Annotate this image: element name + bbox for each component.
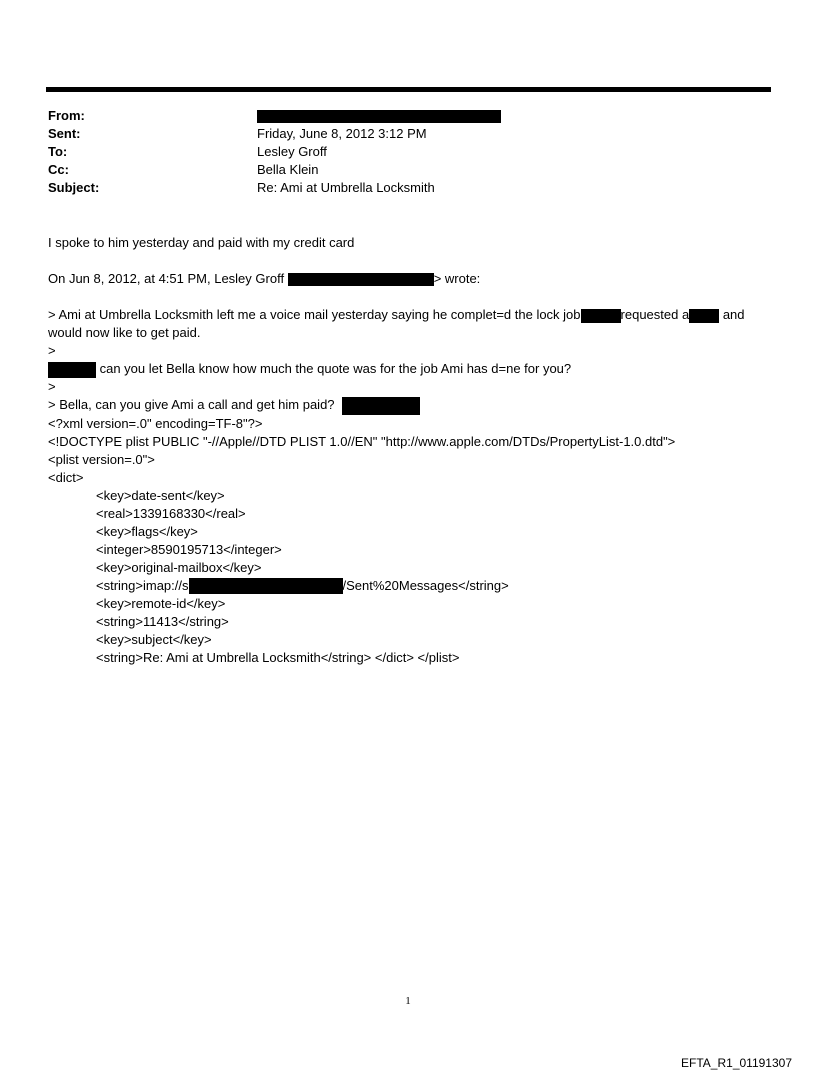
email-body <box>48 234 778 667</box>
redaction-box <box>342 397 420 415</box>
quote-line: > <box>48 379 56 394</box>
sent-row <box>48 125 748 143</box>
quote-line <box>48 396 778 415</box>
xml-line: <string>11413</string> <box>96 613 229 629</box>
xml-line: <key>date-sent</key> <box>96 487 225 503</box>
quote-line: > <box>48 343 56 358</box>
subject-label: Subject: <box>48 180 100 195</box>
email-header <box>48 107 748 197</box>
reply-text: I spoke to him yesterday and paid with my credit card <box>48 235 355 250</box>
xml-line: <dict> <box>48 469 84 485</box>
cc-label: Cc: <box>48 162 69 177</box>
from-value <box>257 107 501 125</box>
quote-text: requested a <box>620 307 690 322</box>
xml-line <box>48 577 778 595</box>
from-row <box>48 107 748 125</box>
quote-text: > Bella, can you give Ami a call and get him paid? <box>48 397 342 412</box>
subject-value: Re: Ami at Umbrella Locksmith <box>257 180 435 195</box>
xml-line: <integer>8590195713</integer> <box>96 541 282 557</box>
quote-line <box>48 360 778 378</box>
subject-row <box>48 179 748 197</box>
quote-intro-wrote: > wrote: <box>433 271 481 286</box>
redaction-box <box>288 273 434 286</box>
quote-text: and <box>719 307 745 322</box>
xml-line: <real>1339168330</real> <box>96 505 246 521</box>
quote-intro <box>48 270 778 288</box>
to-row <box>48 143 748 161</box>
quote-text: can you let Bella know how much the quote was for the job Ami has d=ne for you? <box>96 361 572 376</box>
top-rule <box>46 87 771 92</box>
redaction-box <box>189 578 343 594</box>
bates-number: EFTA_R1_01191307 <box>681 1056 792 1070</box>
xml-line: <string>Re: Ami at Umbrella Locksmith</string> </dict> </plist> <box>96 649 460 665</box>
xml-line: <key>subject</key> <box>96 631 212 647</box>
cc-row <box>48 161 748 179</box>
to-label: To: <box>48 144 68 159</box>
to-value: Lesley Groff <box>257 144 327 159</box>
quote-intro-text: On Jun 8, 2012, at 4:51 PM, Lesley Groff <box>48 271 288 286</box>
from-label: From: <box>48 108 85 123</box>
cc-value: Bella Klein <box>257 162 319 177</box>
xml-text: /Sent%20Messages</string> <box>342 577 509 593</box>
page-number: 1 <box>405 995 411 1007</box>
xml-line: <?xml version=.0" encoding=TF-8"?> <box>48 415 263 431</box>
xml-text: <string>imap://s <box>96 577 189 593</box>
xml-line: <!DOCTYPE plist PUBLIC "-//Apple//DTD PLIST 1.0//EN" "http://www.apple.com/DTDs/PropertyList-1.0.dtd"> <box>48 433 676 449</box>
xml-line: <plist version=.0"> <box>48 451 155 467</box>
quote-line <box>48 306 778 324</box>
quote-text: > Ami at Umbrella Locksmith left me a voice mail yesterday saying he complet=d the lock job <box>48 307 581 322</box>
sent-value: Friday, June 8, 2012 3:12 PM <box>257 126 427 141</box>
redaction-box <box>48 362 96 378</box>
xml-line: <key>original-mailbox</key> <box>96 559 262 575</box>
redaction-box <box>689 309 719 323</box>
quote-line: would now like to get paid. <box>48 325 201 340</box>
redaction-box <box>257 110 501 123</box>
redaction-box <box>581 309 621 323</box>
sent-label: Sent: <box>48 126 81 141</box>
xml-line: <key>flags</key> <box>96 523 198 539</box>
xml-line: <key>remote-id</key> <box>96 595 226 611</box>
